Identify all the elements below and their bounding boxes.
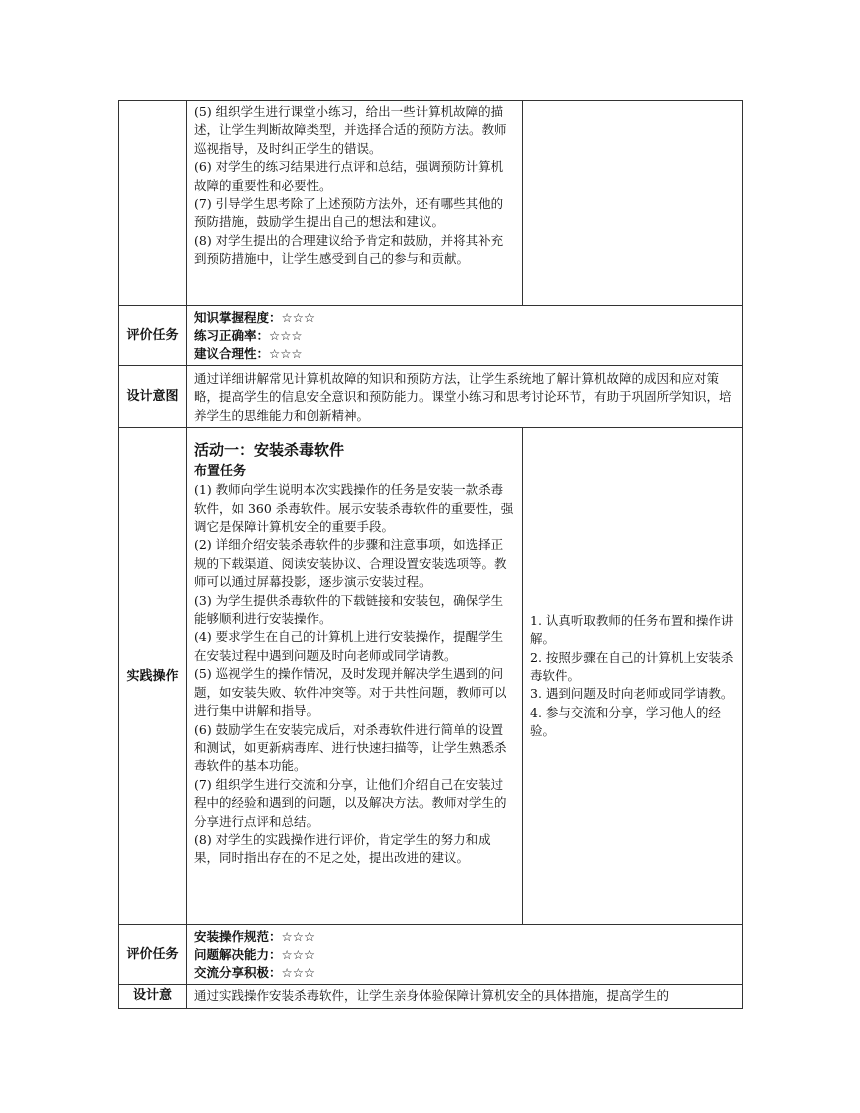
- teacher-steps-cell: [187, 101, 523, 306]
- evaluation-item: [194, 345, 735, 363]
- evaluation-item: [194, 928, 735, 946]
- design-intent-text: 通过详细讲解常见计算机故障的知识和预防方法，让学生系统地了解计算机故障的成因和应对策略，提高学生的信息安全意识和预防能力。课堂小练习和思考讨论环节，有助于巩固所学知识，培养学生的思维能力和创新精神。: [187, 366, 743, 428]
- practice-step: (2) 详细介绍安装杀毒软件的步骤和注意事项，如选择正规的下载渠道、阅读安装协议、合理设置安装选项等。教师可以通过屏幕投影，逐步演示安装过程。: [194, 537, 507, 590]
- lesson-plan-table: [118, 100, 742, 1009]
- practice-step: (6) 鼓励学生在安装完成后，对杀毒软件进行简单的设置和测试，如更新病毒库、进行快速扫描等，让学生熟悉杀毒软件的基本功能。: [194, 721, 507, 774]
- teacher-step: (7) 引导学生思考除了上述预防方法外，还有哪些其他的预防措施，鼓励学生提出自己的想法和建议。: [194, 196, 504, 230]
- design-intent-label: 设计意图: [119, 366, 187, 428]
- row-practice: [119, 428, 743, 925]
- star-rating: ☆☆☆: [269, 346, 303, 361]
- evaluation-label: 评价任务: [119, 925, 187, 985]
- evaluation-items: [187, 306, 743, 366]
- evaluation-item-name: 建议合理性：: [194, 346, 270, 361]
- assign-task-heading: 布置任务: [194, 464, 247, 480]
- evaluation-label: 评价任务: [119, 306, 187, 366]
- teacher-step: (6) 对学生的练习结果进行点评和总结，强调预防计算机故障的重要性和必要性。: [194, 159, 504, 193]
- practice-step: (7) 组织学生进行交流和分享，让他们介绍自己在安装过程中的经验和遇到的问题，以及解决方法。教师对学生的分享进行点评和总结。: [194, 776, 507, 829]
- practice-step: (5) 巡视学生的操作情况，及时发现并解决学生遇到的问题，如安装失败、软件冲突等。对于共性问题，教师可以进行集中讲解和指导。: [194, 666, 507, 719]
- row-design-intent-1: [119, 366, 743, 428]
- practice-step: (1) 教师向学生说明本次实践操作的任务是安装一款杀毒软件，如 360 杀毒软件。展示安装杀毒软件的重要性，强调它是保障计算机安全的重要手段。: [194, 482, 514, 535]
- evaluation-item-name: 练习正确率：: [194, 328, 270, 343]
- star-rating: ☆☆☆: [281, 929, 316, 945]
- practice-step: (8) 对学生的实践操作进行评价，肯定学生的努力和成果，同时指出存在的不足之处，提出改进的建议。: [194, 831, 491, 866]
- evaluation-item: [194, 964, 735, 982]
- row-design-intent-2: [119, 985, 743, 1008]
- evaluation-item-name: 安装操作规范：: [194, 929, 282, 945]
- design-intent-text: 通过实践操作安装杀毒软件，让学生亲身体验保障计算机安全的具体措施，提高学生的: [187, 985, 743, 1008]
- student-step: 4. 参与交流和分享，学习他人的经验。: [530, 704, 721, 739]
- evaluation-item: [194, 309, 735, 327]
- student-activity-cell: [523, 428, 743, 925]
- star-rating: ☆☆☆: [269, 328, 303, 343]
- star-rating: ☆☆☆: [281, 947, 316, 963]
- practice-step: (3) 为学生提供杀毒软件的下载链接和安装包，确保学生能够顺利进行安装操作。: [194, 592, 504, 627]
- evaluation-item: [194, 327, 735, 345]
- star-rating: ☆☆☆: [281, 310, 316, 325]
- evaluation-item-name: 问题解决能力：: [194, 947, 282, 963]
- evaluation-item: [194, 946, 735, 964]
- student-step: 3. 遇到问题及时向老师或同学请教。: [530, 686, 734, 702]
- row-continued-activity: [119, 101, 743, 306]
- practice-step: (4) 要求学生在自己的计算机上进行安装操作，提醒学生在安装过程中遇到问题及时向老师或同学请教。: [194, 629, 504, 663]
- activity-title: 活动一：安装杀毒软件: [194, 441, 345, 460]
- practice-label: 实践操作: [119, 428, 187, 925]
- teacher-step: (8) 对学生提出的合理建议给予肯定和鼓励，并将其补充到预防措施中，让学生感受到自己的参与和贡献。: [194, 232, 504, 267]
- design-intent-label: 设计意: [119, 985, 187, 1008]
- empty-label-cell: [119, 101, 187, 306]
- student-cell-empty: [523, 101, 743, 306]
- student-step: 2. 按照步骤在自己的计算机上安装杀毒软件。: [530, 649, 734, 684]
- evaluation-item-name: 知识掌握程度：: [194, 310, 282, 325]
- evaluation-items: [187, 925, 743, 985]
- student-step: 1. 认真听取教师的任务布置和操作讲解。: [530, 612, 734, 647]
- teacher-step: (5) 组织学生进行课堂小练习，给出一些计算机故障的描述，让学生判断故障类型，并选择合适的预防方法。教师巡视指导，及时纠正学生的错误。: [194, 104, 507, 156]
- evaluation-item-name: 交流分享积极：: [194, 965, 282, 981]
- row-evaluation-1: [119, 306, 743, 366]
- practice-teacher-cell: [187, 428, 523, 925]
- row-evaluation-2: [119, 925, 743, 985]
- star-rating: ☆☆☆: [281, 965, 316, 981]
